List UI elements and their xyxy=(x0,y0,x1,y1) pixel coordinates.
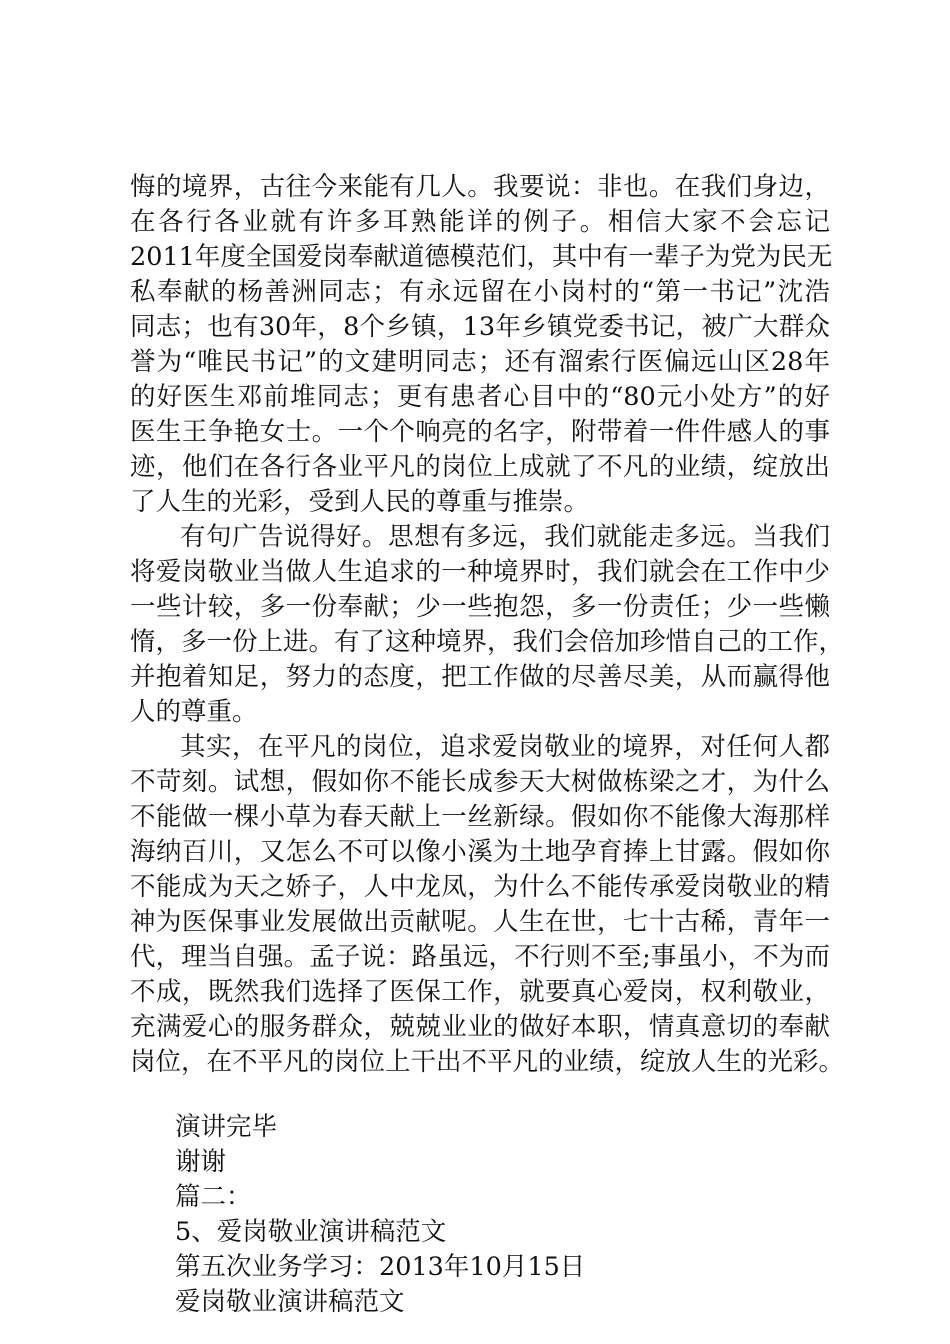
paragraph-1-line-3: 2011年度全国爱岗奉献道德模范们，其中有一辈子为党为民无 xyxy=(130,242,833,272)
paragraph-3-line-10: 岗位，在不平凡的岗位上干出不平凡的业绩，绽放人生的光彩。 xyxy=(130,1047,845,1077)
study-session-line: 第五次业务学习：2013年10月15日 xyxy=(175,1252,586,1282)
part-two-label: 篇二： xyxy=(175,1182,252,1212)
paragraph-2-line-6: 人的尊重。 xyxy=(130,697,258,727)
paragraph-1-line-6: 誉为“唯民书记”的文建明同志；还有溜索行医偏远山区28年 xyxy=(130,347,830,377)
paragraph-1-line-8: 医生王争艳女士。一个个响亮的名字，附带着一件件感人的事 xyxy=(130,417,830,447)
paragraph-3-line-1: 其实，在平凡的岗位，追求爱岗敬业的境界，对任何人都 xyxy=(180,732,830,762)
paragraph-3-line-9: 充满爱心的服务群众，兢兢业业的做好本职，情真意切的奉献 xyxy=(130,1012,830,1042)
paragraph-3-line-6: 神为医保事业发展做出贡献呢。人生在世，七十古稀，青年一 xyxy=(130,907,830,937)
paragraph-1-line-7: 的好医生邓前堆同志；更有患者心目中的“80元小处方”的好 xyxy=(130,382,830,412)
paragraph-3-line-7: 代，理当自强。孟子说：路虽远，不行则不至;事虽小，不为而 xyxy=(130,942,830,972)
paragraph-3-line-8: 不成，既然我们选择了医保工作，就要真心爱岗，权利敬业， xyxy=(130,977,830,1007)
paragraph-1-line-2: 在各行各业就有许多耳熟能详的例子。相信大家不会忘记 xyxy=(130,207,830,237)
paragraph-3-line-5: 不能成为天之娇子，人中龙凤，为什么不能传承爱岗敬业的精 xyxy=(130,872,830,902)
sub-title: 爱岗敬业演讲稿范文 xyxy=(175,1287,405,1317)
paragraph-3-line-2: 不苛刻。试想，假如你不能长成参天大树做栋梁之才，为什么 xyxy=(130,767,830,797)
paragraph-2-line-4: 惰，多一份上进。有了这种境界，我们会倍加珍惜自己的工作， xyxy=(130,627,845,657)
paragraph-2-line-5: 并抱着知足，努力的态度，把工作做的尽善尽美，从而赢得他 xyxy=(130,662,830,692)
section-title: 5、爱岗敬业演讲稿范文 xyxy=(175,1217,447,1247)
paragraph-1-line-5: 同志；也有30年，8个乡镇，13年乡镇党委书记，被广大群众 xyxy=(130,312,830,342)
paragraph-2-line-2: 将爱岗敬业当做人生追求的一种境界时，我们就会在工作中少 xyxy=(130,557,830,587)
paragraph-1-line-10: 了人生的光彩，受到人民的尊重与推崇。 xyxy=(130,487,590,517)
paragraph-2-line-1: 有句广告说得好。思想有多远，我们就能走多远。当我们 xyxy=(180,522,830,552)
paragraph-3-line-4: 海纳百川，又怎么不可以像小溪为土地孕育捧上甘露。假如你 xyxy=(130,837,830,867)
thanks-text: 谢谢 xyxy=(175,1147,227,1177)
paragraph-3-line-3: 不能做一棵小草为春天献上一丝新绿。假如你不能像大海那样 xyxy=(130,802,830,832)
paragraph-2-line-3: 一些计较，多一份奉献；少一些抱怨，多一份责任；少一些懒 xyxy=(130,592,830,622)
speech-end-text: 演讲完毕 xyxy=(175,1112,278,1142)
paragraph-1-line-4: 私奉献的杨善洲同志；有永远留在小岗村的“第一书记”沈浩 xyxy=(130,277,830,307)
paragraph-1-line-1: 悔的境界，古往今来能有几人。我要说：非也。在我们身边， xyxy=(130,172,830,202)
paragraph-1-line-9: 迹，他们在各行各业平凡的岗位上成就了不凡的业绩，绽放出 xyxy=(130,452,830,482)
